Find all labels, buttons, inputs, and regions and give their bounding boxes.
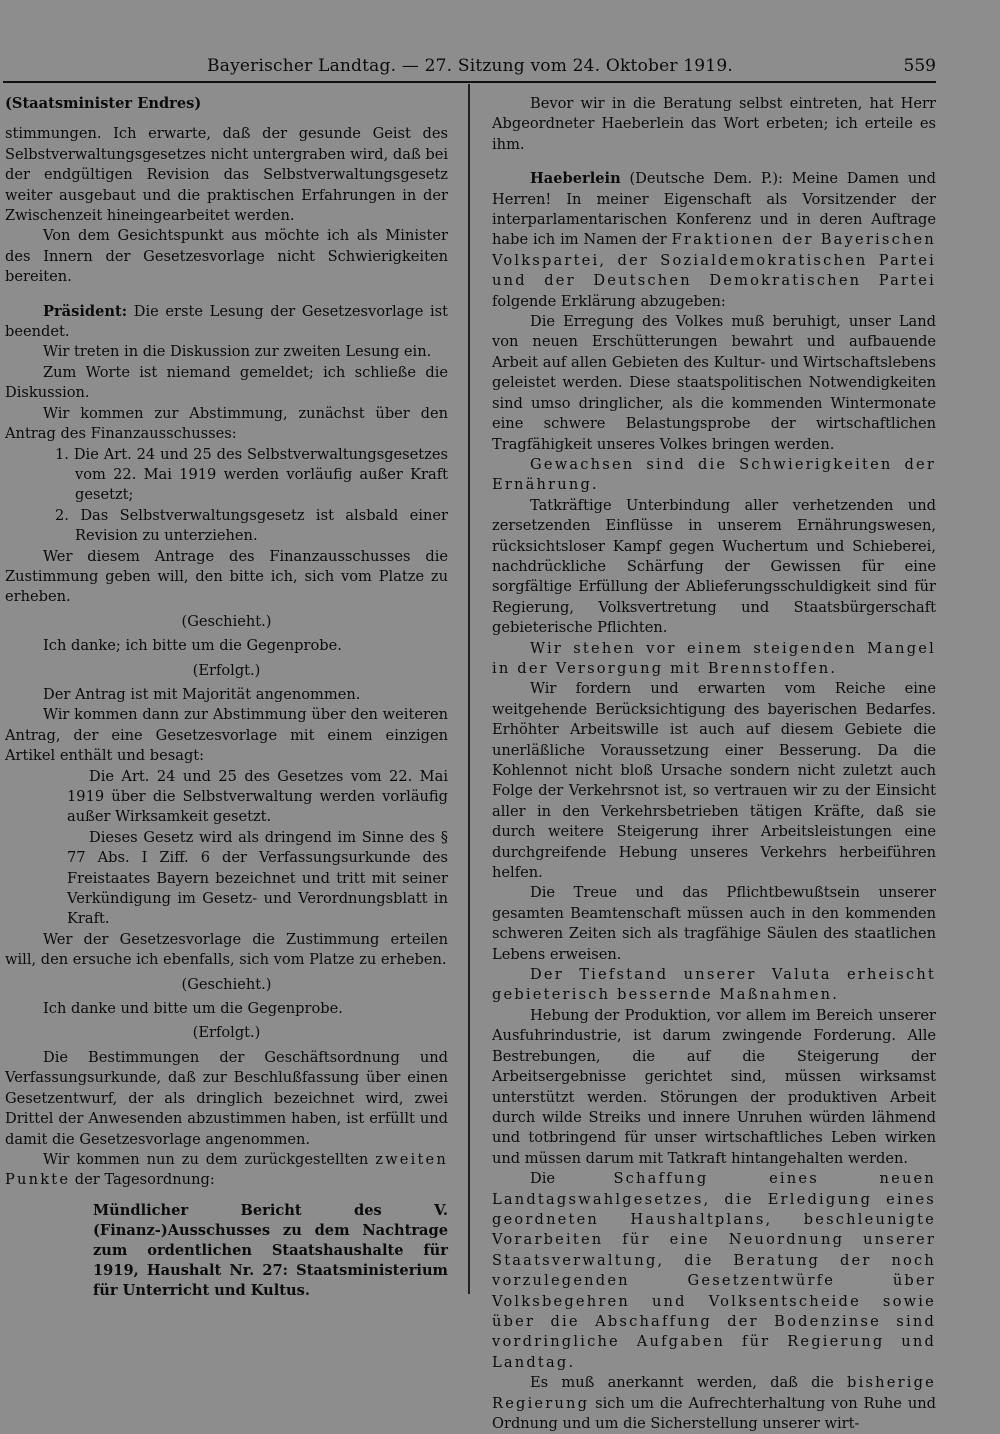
paragraph: Der Antrag ist mit Majorität angenommen. [43, 685, 361, 703]
quoted-article: Dieses Gesetz wird als dringend im Sinne des § 77 Abs. I Ziff. 6 der Verfassungsurkunde des Freistaates Bayern bezeichnet und tritt mit seiner Verkündigung im Gesetz- und Verordnungsblatt in Kraft. [67, 828, 448, 928]
right-column [492, 94, 936, 1434]
paragraph: Tatkräftige Unterbindung aller verhetzenden und zersetzenden Einflüsse in unserem Ernährungswesen, rücksichtsloser Kampf gegen Wuchertum und Schieberei, nachdrückliche Schärfung der Gewissen für eine sorgfältige Erfüllung der Ablieferungsschuldigkeit sind für Regierung, Volksvertretung und Staatsbürgerschaft gebieterische Pflichten. [492, 496, 936, 637]
stage-direction: (Erfolgt.) [192, 661, 261, 679]
paragraph: Es muß anerkannt werden, daß die bisherige Regierung sich um die Aufrechterhaltung von Ruhe und Ordnung und um die Sicherstellung unserer wirt- [492, 1374, 936, 1432]
speaker-name: Präsident: [43, 302, 128, 320]
stage-direction: (Geschieht.) [181, 612, 272, 630]
paragraph: Wir kommen dann zur Abstimmung über den weiteren Antrag, der eine Gesetzesvorlage mit einem einzigen Artikel enthält und besagt: [5, 706, 448, 765]
paragraph: Bevor wir in die Beratung selbst eintreten, hat Herr Abgeordneter Haeberlein das Wort erbeten; ich erteile es ihm. [492, 95, 936, 153]
paragraph: Wir treten in die Diskussion zur zweiten Lesung ein. [43, 343, 432, 361]
paragraph-emphasis: Gewachsen sind die Schwierigkeiten der Ernährung. [492, 455, 936, 494]
paragraph: Die Erregung des Volkes muß beruhigt, unser Land von neuen Erschütterungen bewahrt und aufbauende Arbeit auf allen Gebieten des Kultur- und Wirtschaftslebens geleistet werden. Diese staatspolitischen Notwendigkeiten sind umso dringlicher, als die kommenden Wintermonate eine schwere Belastungsprobe der wirtschaftlichen Tragfähigkeit unseres Volkes bringen werden. [492, 313, 936, 453]
list-item: 2. Das Selbstverwaltungsgesetz ist alsbald einer Revision zu unterziehen. [55, 506, 448, 545]
list-item: 1. Die Art. 24 und 25 des Selbstverwaltungsgesetzes vom 22. Mai 1919 werden vorläufig außer Kraft gesetzt; [55, 445, 448, 504]
emphasis: Fraktionen der Bayerischen Volkspartei, der Sozialdemokratischen Partei und der Deutschen Demokratischen Partei [492, 231, 936, 290]
stage-direction: (Erfolgt.) [192, 1024, 261, 1042]
paragraph: Haeberlein (Deutsche Dem. P.): Meine Damen und Herren! In meiner Eigenschaft als Vorsitzender der interparlamentarischen Konferenz und in deren Auftrage habe ich im Namen der Fraktionen der Bayerischen Volkspartei, der Sozialdemokratischen Partei und der Deutschen Demokratischen Partei folgende Erklärung abzugeben: [492, 170, 936, 310]
paragraph: Präsident: Die erste Lesung der Gesetzesvorlage ist beendet. [5, 302, 448, 341]
emphasis: bisherige Regierung [492, 1374, 936, 1412]
paragraph: Von dem Gesichtspunkt aus möchte ich als Minister des Innern der Gesetzesvorlage nicht Schwierigkeiten bereiten. [5, 227, 448, 286]
paragraph: Ich danke; ich bitte um die Gegenprobe. [43, 637, 342, 655]
column-divider [468, 84, 470, 1294]
emphasis: Schaffung eines neuen Landtagswahlgesetzes, die Erledigung eines geordneten Haushaltplans, beschleunigte Vorarbeiten für eine Neuordnung unserer Staatsverwaltung, die Beratung der noch vorzulegenden Gesetzentwürfe über Volksbegehren und Volksentscheide sowie über die Abschaffung der Bodenzinse sind vordringliche Aufgaben für Regierung und Landtag. [492, 1170, 936, 1371]
paragraph: Wir kommen zur Abstimmung, zunächst über den Antrag des Finanzausschusses: [5, 404, 448, 443]
paragraph: Wir fordern und erwarten vom Reiche eine weitgehende Berücksichtigung des bayerischen Bedarfes. Erhöhter Arbeitswille ist auch auf diesem Gebiete die unerläßliche Voraussetzung einer Besserung. Da die Kohlennot nicht bloß Ursache sondern nicht zuletzt auch Folge der Verkehrsnot ist, so vertrauen wir zu der Einsicht aller in den Verkehrsbetrieben tätigen Kräfte, daß sie durch weitere Steigerung ihrer Arbeitsleistungen eine durchgreifende Hebung unseres Verkehrs herbeiführen helfen. [492, 680, 936, 882]
paragraph: Die Schaffung eines neuen Landtagswahlgesetzes, die Erledigung eines geordneten Haushaltplans, beschleunigte Vorarbeiten für eine Neuordnung unserer Staatsverwaltung, die Beratung der noch vorzulegenden Gesetzentwürfe über Volksbegehren und Volksentscheide sowie über die Abschaffung der Bodenzinse sind vordringliche Aufgaben für Regierung und Landtag. [492, 1170, 936, 1371]
paragraph: Zum Worte ist niemand gemeldet; ich schließe die Diskussion. [5, 363, 448, 402]
speaker-name: Haeberlein [530, 170, 621, 188]
stage-direction: (Geschieht.) [181, 975, 272, 993]
emphasis: zweiten Punkte [5, 1150, 448, 1189]
header-rule [3, 81, 936, 83]
paragraph: Hebung der Produktion, vor allem im Bereich unserer Ausfuhrindustrie, ist darum zwingende Forderung. Alle Bestrebungen, die auf die Steigerung der Arbeitsergebnisse gerichtet sind, müssen wirksamst unterstützt werden. Störungen der produktiven Arbeit durch wilde Streiks und innere Unruhen würden lähmend und totbringend für unser wirtschaftliches Leben wirken und müssen darum mit Tatkraft hintangehalten werden. [492, 1006, 936, 1167]
paragraph: Die Treue und das Pflichtbewußtsein unserer gesamten Beamtenschaft müssen auch in den kommenden schweren Zeiten sich als tragfähige Säulen des staatlichen Lebens erweisen. [492, 884, 936, 963]
paragraph: stimmungen. Ich erwarte, daß der gesunde Geist des Selbstverwaltungsgesetzes nicht untergraben wird, daß bei der endgültigen Revision das Selbstverwaltungsgesetz weiter ausgebaut und die praktischen Erfahrungen in der Zwischenzeit hineingearbeitet werden. [5, 125, 448, 225]
paragraph: Ich danke und bitte um die Gegenprobe. [43, 1000, 343, 1018]
paragraph: Wir kommen nun zu dem zurückgestellten zweiten Punkte der Tagesordnung: [5, 1150, 448, 1189]
paragraph-emphasis: Der Tiefstand unserer Valuta erheischt gebieterisch bessernde Maßnahmen. [492, 966, 936, 1004]
report-title: Mündlicher Bericht des V. (Finanz-)Ausschusses zu dem Nachtrage zum ordentlichen Staatshaushalte für 1919, Haushalt Nr. 27: Staatsministerium für Unterricht und Kultus. [93, 1201, 448, 1299]
paragraph: Wer der Gesetzesvorlage die Zustimmung erteilen will, den ersuche ich ebenfalls, sich vom Platze zu erheben. [5, 930, 448, 969]
left-column [5, 94, 448, 1301]
paragraph: Die Bestimmungen der Geschäftsordnung und Verfassungsurkunde, daß zur Beschlußfassung über einen Gesetzentwurf, der als dringlich bezeichnet wird, zwei Drittel der Anwesenden abzustimmen haben, ist erfüllt und damit die Gesetzesvorlage angenommen. [5, 1048, 448, 1148]
paragraph: Wer diesem Antrage des Finanzausschusses die Zustimmung geben will, den bitte ich, sich vom Platze zu erheben. [5, 547, 448, 606]
page-header [0, 56, 1000, 82]
page-number: 559 [903, 56, 936, 76]
paragraph-emphasis: Wir stehen vor einem steigenden Mangel in der Versorgung mit Brennstoffen. [492, 639, 936, 677]
quoted-article: Die Art. 24 und 25 des Gesetzes vom 22. Mai 1919 über die Selbstverwaltung werden vorläufig außer Wirksamkeit gesetzt. [67, 767, 448, 826]
running-title: Bayerischer Landtag. — 27. Sitzung vom 24. Oktober 1919. [207, 56, 733, 76]
speaker-heading: (Staatsminister Endres) [5, 95, 202, 112]
